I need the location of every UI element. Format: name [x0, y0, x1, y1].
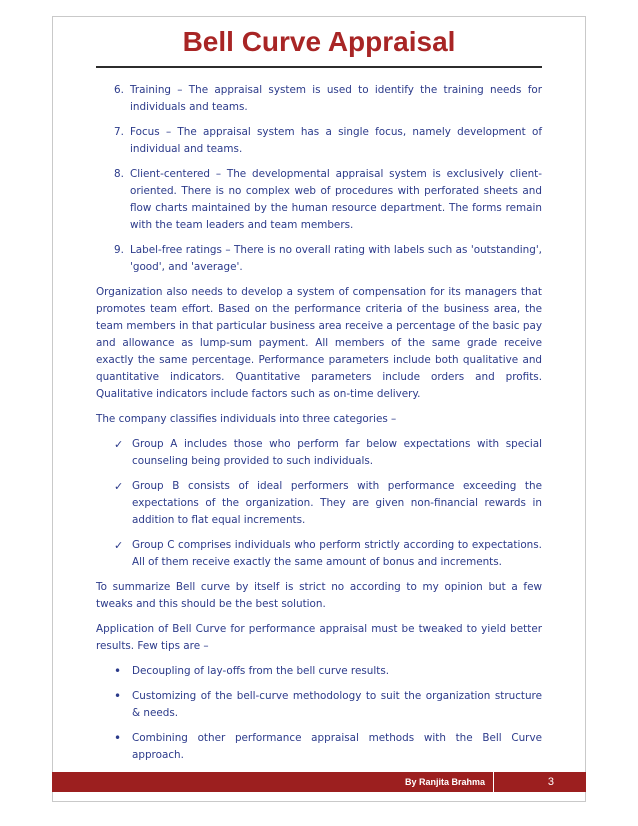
numbered-item [96, 82, 542, 116]
check-item-text: Group B consists of ideal performers with performance exceeding the expectations of the organization. They are given non-financial rewards in addition to flat equal increments. [132, 480, 542, 526]
item-number: 7. [114, 126, 124, 138]
check-item [96, 478, 542, 529]
checkmark-icon: ✓ [114, 480, 124, 493]
paragraph-summary: To summarize Bell curve by itself is strict no according to my opinion but a few tweaks and this should be the best solution. [96, 581, 542, 610]
paragraph-compensation: Organization also needs to develop a system of compensation for its managers that promotes team effort. Based on the performance criteria of the business area, the team members in that particular business area receive a percentage of the basic pay and allowance as lump-sum payment. All members of the same grade receive exactly the same percentage. Performance parameters include both qualitative and quantitative indicators. Quantitative parameters include orders and profits. Qualitative indicators include factors such as on-time delivery. [96, 286, 542, 400]
bullet-item-text: Customizing of the bell-curve methodology to suit the organization structure & needs. [132, 690, 542, 719]
paragraph-tips-intro: Application of Bell Curve for performance appraisal must be tweaked to yield better results. Few tips are – [96, 623, 542, 652]
bullet-icon: • [114, 731, 122, 745]
title-underline [96, 66, 542, 68]
bullet-icon: • [114, 664, 122, 678]
bullet-item [96, 663, 542, 680]
bullet-item [96, 730, 542, 764]
checkmark-icon: ✓ [114, 438, 124, 451]
check-item [96, 537, 542, 571]
numbered-item [96, 124, 542, 158]
item-number: 9. [114, 244, 124, 256]
item-text: Label-free ratings – There is no overall rating with labels such as 'outstanding', 'good', and 'average'. [130, 244, 542, 273]
page-number: 3 [547, 776, 554, 788]
item-number: 6. [114, 84, 124, 96]
check-item-text: Group C comprises individuals who perform strictly according to expectations. All of them receive exactly the same amount of bonus and increments. [132, 539, 542, 568]
checkmark-icon: ✓ [114, 539, 124, 552]
paragraph-categories-intro: The company classifies individuals into three categories – [96, 413, 397, 425]
item-number: 8. [114, 168, 124, 180]
footer-author: By Ranjita Brahma [405, 772, 494, 792]
bullet-item [96, 688, 542, 722]
page-title: Bell Curve Appraisal [182, 26, 456, 57]
bullet-icon: • [114, 689, 122, 703]
check-item [96, 436, 542, 470]
footer-bar [52, 772, 586, 792]
item-text: Client-centered – The developmental appraisal system is exclusively client-oriented. There is no complex web of procedures with perforated sheets and flow charts maintained by the human resource department. The forms remain with the team leaders and team members. [130, 168, 542, 231]
check-item-text: Group A includes those who perform far below expectations with special counseling being provided to such individuals. [132, 438, 542, 467]
item-text: Training – The appraisal system is used to identify the training needs for individuals and teams. [130, 84, 542, 113]
numbered-item [96, 242, 542, 276]
bullet-item-text: Combining other performance appraisal methods with the Bell Curve approach. [132, 732, 542, 761]
bullet-item-text: Decoupling of lay-offs from the bell curve results. [132, 665, 390, 677]
document-body [96, 82, 542, 772]
numbered-item [96, 166, 542, 234]
item-text: Focus – The appraisal system has a single focus, namely development of individual and teams. [130, 126, 542, 155]
